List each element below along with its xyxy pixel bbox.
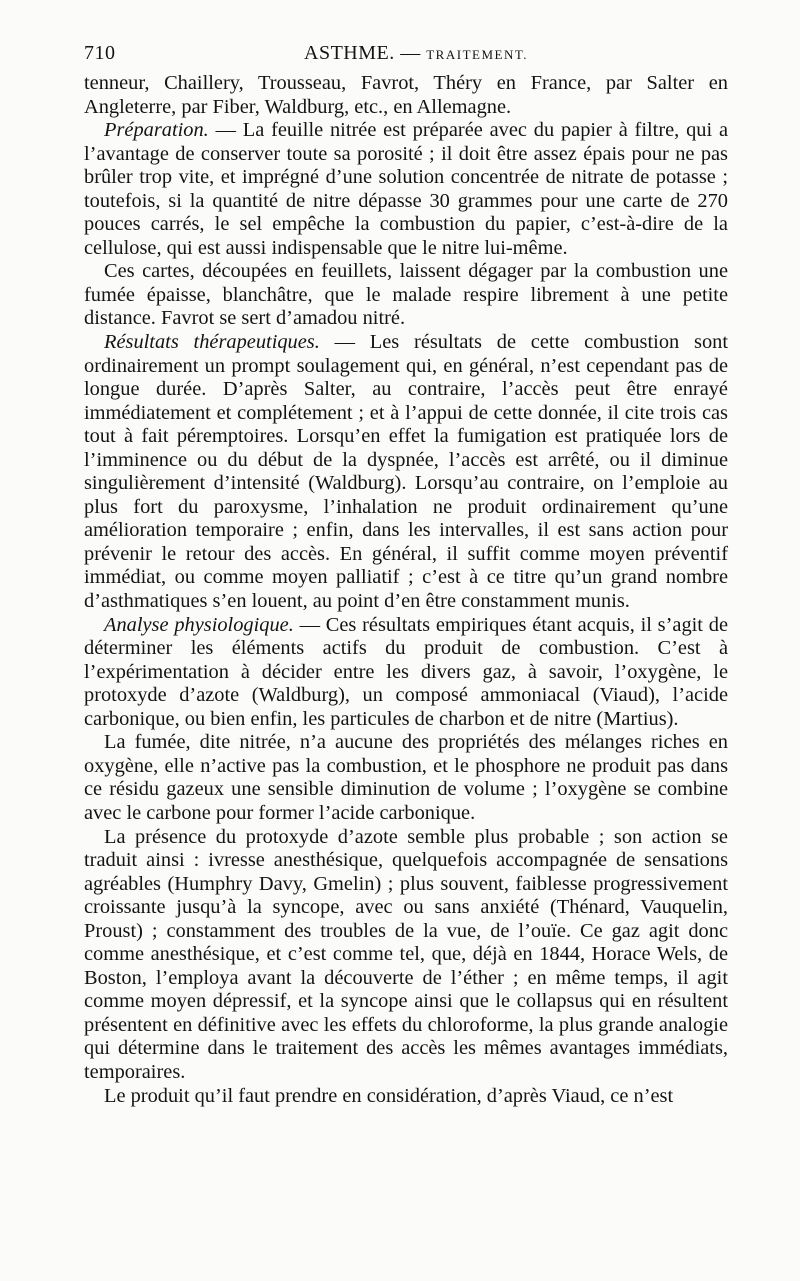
running-title-dash: — — [400, 42, 421, 64]
running-title — [304, 42, 528, 65]
paragraph-lead: Préparation. — [104, 119, 209, 142]
paragraph-protoxyde — [84, 826, 728, 1085]
paragraph-text: Ces cartes, découpées en feuillets, laissent dégager par la combustion une fumée épaisse, blanchâtre, que le malade respire librement à une petite distance. Favrot se sert d’amadou nitré. — [84, 260, 728, 330]
paragraph-text: La fumée, dite nitrée, n’a aucune des propriétés des mélanges riches en oxygène, elle n’active pas la combustion, et le phosphore ne produit pas dans ce résidu gazeux une sensible diminution de volume ; l’oxygène se combine avec le carbone pour former l’acide carbonique. — [84, 731, 728, 824]
paragraph-text: La présence du protoxyde d’azote semble plus probable ; son action se traduit ainsi : ivresse anesthésique, quelquefois accompagnée de sensations agréables (Humphry Davy, Gmelin) ; plus souvent, faiblesse progressivement croissante jusqu’à la syncope, avec ou sans anxiété (Thénard, Vauquelin, Proust) ; constamment des troubles de la vue, de l’ouïe. Ce gaz agit donc comme anesthésique, et c’est comme tel, que, déjà en 1844, Horace Wels, de Boston, l’employa avant la découverte de l’éther ; en même temps, il agit comme moyen dépressif, et la syncope ainsi que le collapsus qui en résultent présentent en définitive avec les effets du chloroforme, la plus grande analogie qui détermine dans le traitement des accès les mêmes avantages immédiats, temporaires. — [84, 825, 728, 1083]
running-title-sub: TRAITEMENT. — [426, 47, 529, 62]
paragraph-text: tenneur, Chaillery, Trousseau, Favrot, Théry en France, par Salter en Angleterre, par Fiber, Waldburg, etc., en Allemagne. — [84, 72, 728, 118]
paragraph-text: — Ces résultats empiriques étant acquis, il s’agit de déterminer les éléments actifs du produit de combustion. C’est à l’expérimentation à décider entre les divers gaz, à savoir, l’oxygène, le protoxyde d’azote (Waldburg), un composé ammoniacal (Viaud), l’acide carbonique, ou bien enfin, les particules de charbon et de nitre (Martius). — [84, 613, 728, 730]
body-text — [84, 72, 728, 1108]
paragraph-analyse — [84, 614, 728, 732]
paragraph-fumee — [84, 731, 728, 825]
paragraph-cartes — [84, 260, 728, 331]
paragraph-resultats — [84, 331, 728, 614]
paragraph-produit — [84, 1085, 728, 1109]
paragraph-text: — La feuille nitrée est préparée avec du papier à filtre, qui a l’avantage de conserver toute sa porosité ; il doit être assez épais pour ne pas brûler trop vite, et imprégné d’une solution concentrée de nitrate de potasse ; toutefois, si la quantité de nitre dépasse 30 grammes pour une carte de 270 pouces carrés, le sel empêche la combustion du papier, c’est-à-dire de la cellulose, qui est aussi indispensable que le nitre lui-même. — [84, 119, 728, 259]
paragraph-lead: Analyse physiologique. — [104, 613, 294, 636]
paragraph-text: Le produit qu’il faut prendre en considération, d’après Viaud, ce n’est — [104, 1084, 674, 1107]
page-number: 710 — [84, 42, 116, 64]
running-head — [84, 42, 728, 72]
running-title-main: ASTHME. — [304, 42, 395, 64]
paragraph-lead: Résultats thérapeutiques. — [104, 331, 320, 354]
paragraph-1 — [84, 72, 728, 119]
paragraph-text: — Les résultats de cette combustion sont ordinairement un prompt soulagement qui, en général, n’est cependant pas de longue durée. D’après Salter, au contraire, l’accès peut être enrayé immédiatement et complétement ; et à l’appui de cette donnée, il cite trois cas tout à fait péremptoires. Lorsqu’en effet la fumigation est pratiquée lors de l’imminence ou du début de la dyspnée, l’accès est arrêté, ou il diminue singulièrement d’intensité (Waldburg). Lorsqu’au contraire, on l’emploie au plus fort du paroxysme, l’inhalation ne produit ordinairement qu’une amélioration temporaire ; enfin, dans les intervalles, il est sans action pour prévenir le retour des accès. En général, il suffit comme moyen préventif immédiat, ou comme moyen palliatif ; c’est à ce titre qu’un grand nombre d’asthmatiques s’en louent, au point d’en être constamment munis. — [84, 331, 728, 613]
paragraph-preparation — [84, 119, 728, 260]
